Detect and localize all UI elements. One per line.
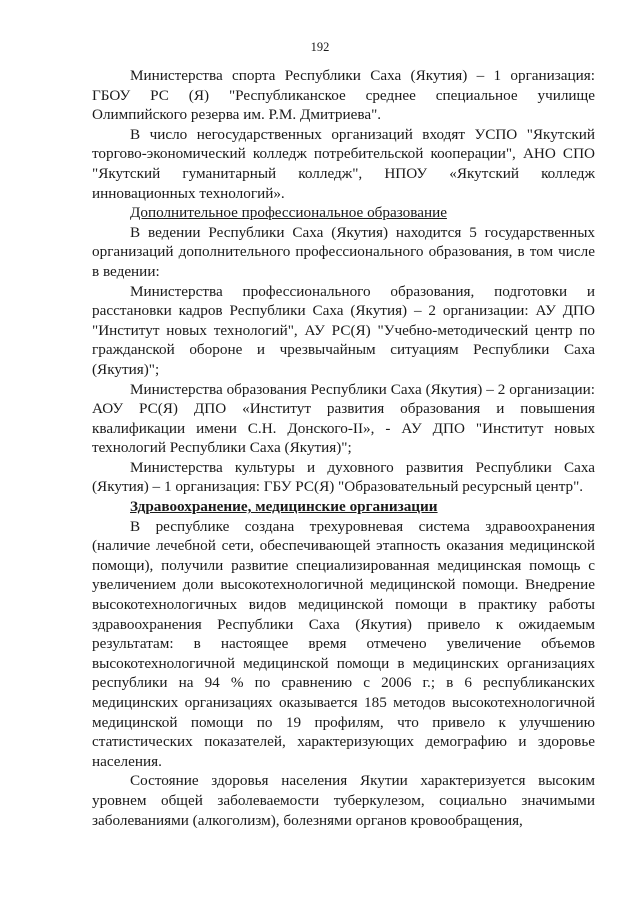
paragraph-state-organizations: В ведении Республики Саха (Якутия) находится 5 государственных организаций дополнительного профессионального образования, в том числе в ведении: xyxy=(92,223,595,280)
heading-healthcare: Здравоохранение, медицинские организации xyxy=(130,498,438,516)
paragraph-healthcare-system: В республике создана трехуровневая система здравоохранения (наличие лечебной сети, обеспечивающей этапность оказания медицинской помощи), получили развитие специализированная медицинская помощь с увеличением доли высокотехнологичной медицинской помощи. Внедрение высокотехнологичных видов медицинской помощи в практику работы здравоохранения Республики Саха (Якутия) привело к ожидаемым результатам: в настоящее время отмечено увеличение объемов высокотехнологичной медицинской помощи в медицинских организациях республики на 94 % по сравнению с 2006 г.; в 6 республиканских медицинских организациях оказывается 185 методов высокотехнологичной медицинской помощи по 19 профилям, что привело к улучшению статистических показателей, характеризующих демографию и здоровье населения. xyxy=(92,517,595,770)
page-content xyxy=(92,66,595,830)
paragraph-professional-ministry: Министерства профессионального образования, подготовки и расстановки кадров Республики Саха (Якутия) – 2 организации: АУ ДПО "Институт новых технологий", АУ РС(Я) "Учебно-методический центр по гражданской обороне и чрезвычайным ситуациям Республики Саха (Якутия)"; xyxy=(92,282,595,378)
paragraph-health-status: Состояние здоровья населения Якутии характеризуется высоким уровнем общей заболеваемости туберкулезом, социально значимыми заболеваниями (алкоголизм), болезнями органов кровообращения, xyxy=(92,772,595,829)
paragraph-education-ministry: Министерства образования Республики Саха (Якутия) – 2 организации: АОУ РС(Я) ДПО «Институт развития образования и повышения квалификации имени С.Н. Донского-II», - АУ ДПО "Институт новых технологий Республики Саха (Якутия)"; xyxy=(92,380,595,457)
paragraph-sport-ministry: Министерства спорта Республики Саха (Якутия) – 1 организация: ГБОУ РС (Я) "Республиканское среднее специальное училище Олимпийского резерва им. Р.М. Дмитриева". xyxy=(92,67,595,124)
paragraph-nongovernmental: В число негосударственных организаций входят УСПО "Якутский торгово-экономический колледж потребительской кооперации", АНО СПО "Якутский гуманитарный колледж", НПОУ «Якутский колледж инновационных технологий». xyxy=(92,125,595,202)
page-number: 192 xyxy=(310,40,330,54)
heading-additional-education: Дополнительное профессиональное образование xyxy=(130,204,447,222)
paragraph-culture-ministry: Министерства культуры и духовного развития Республики Саха (Якутия) – 1 организация: ГБУ РС(Я) "Образовательный ресурсный центр". xyxy=(92,458,595,496)
